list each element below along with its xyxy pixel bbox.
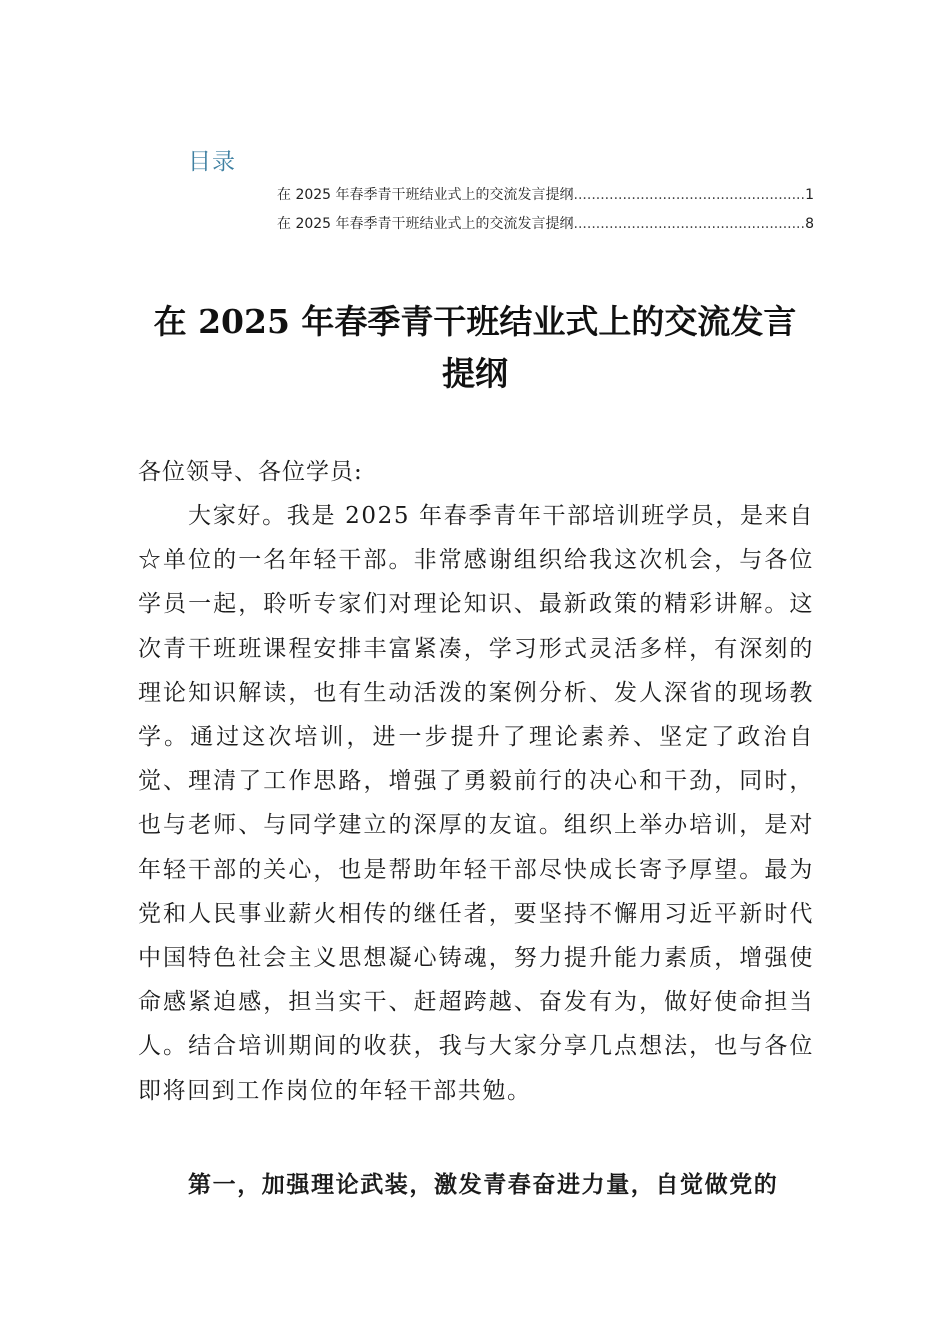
toc-entry-page: 8 bbox=[805, 216, 814, 232]
toc-entry-title: 在 2025 年春季青干班结业式上的交流发言提纲 bbox=[277, 216, 574, 232]
toc-entry[interactable] bbox=[277, 184, 814, 213]
toc-leader-dots bbox=[574, 216, 806, 232]
salutation: 各位领导、各位学员: bbox=[138, 459, 363, 485]
toc-entry-title: 在 2025 年春季青干班结业式上的交流发言提纲 bbox=[277, 187, 574, 203]
section-heading: 第一，加强理论武装，激发青春奋进力量，自觉做党的 bbox=[188, 1171, 779, 1198]
body-paragraph: 大家好。我是 2025 年春季青年干部培训班学员，是来自☆单位的一名年轻干部。非常感谢组织给我这次机会，与各位学员一起，聆听专家们对理论知识、最新政策的精彩讲解。这次青干班班课程安排丰富紧凑，学习形式灵活多样，有深刻的理论知识解读，也有生动活泼的案例分析、发人深省的现场教学。通过这次培训，进一步提升了理论素养、坚定了政治自觉、理清了工作思路，增强了勇毅前行的决心和干劲，同时，也与老师、与同学建立的深厚的友谊。组织上举办培训，是对年轻干部的关心，也是帮助年轻干部尽快成长寄予厚望。最为党和人民事业薪火相传的继任者，要坚持不懈用习近平新时代中国特色社会主义思想凝心铸魂，努力提升能力素质，增强使命感紧迫感，担当实干、赶超跨越、奋发有为，做好使命担当人。结合培训期间的收获，我与大家分享几点想法，也与各位即将回到工作岗位的年轻干部共勉。 bbox=[138, 503, 814, 1104]
toc-entry-page: 1 bbox=[805, 187, 814, 203]
table-of-contents bbox=[277, 184, 814, 242]
toc-leader-dots bbox=[574, 187, 806, 203]
toc-heading: 目录 bbox=[188, 149, 236, 175]
document-title: 在 2025 年春季青干班结业式上的交流发言提纲 bbox=[153, 302, 797, 393]
toc-entry[interactable] bbox=[277, 213, 814, 242]
